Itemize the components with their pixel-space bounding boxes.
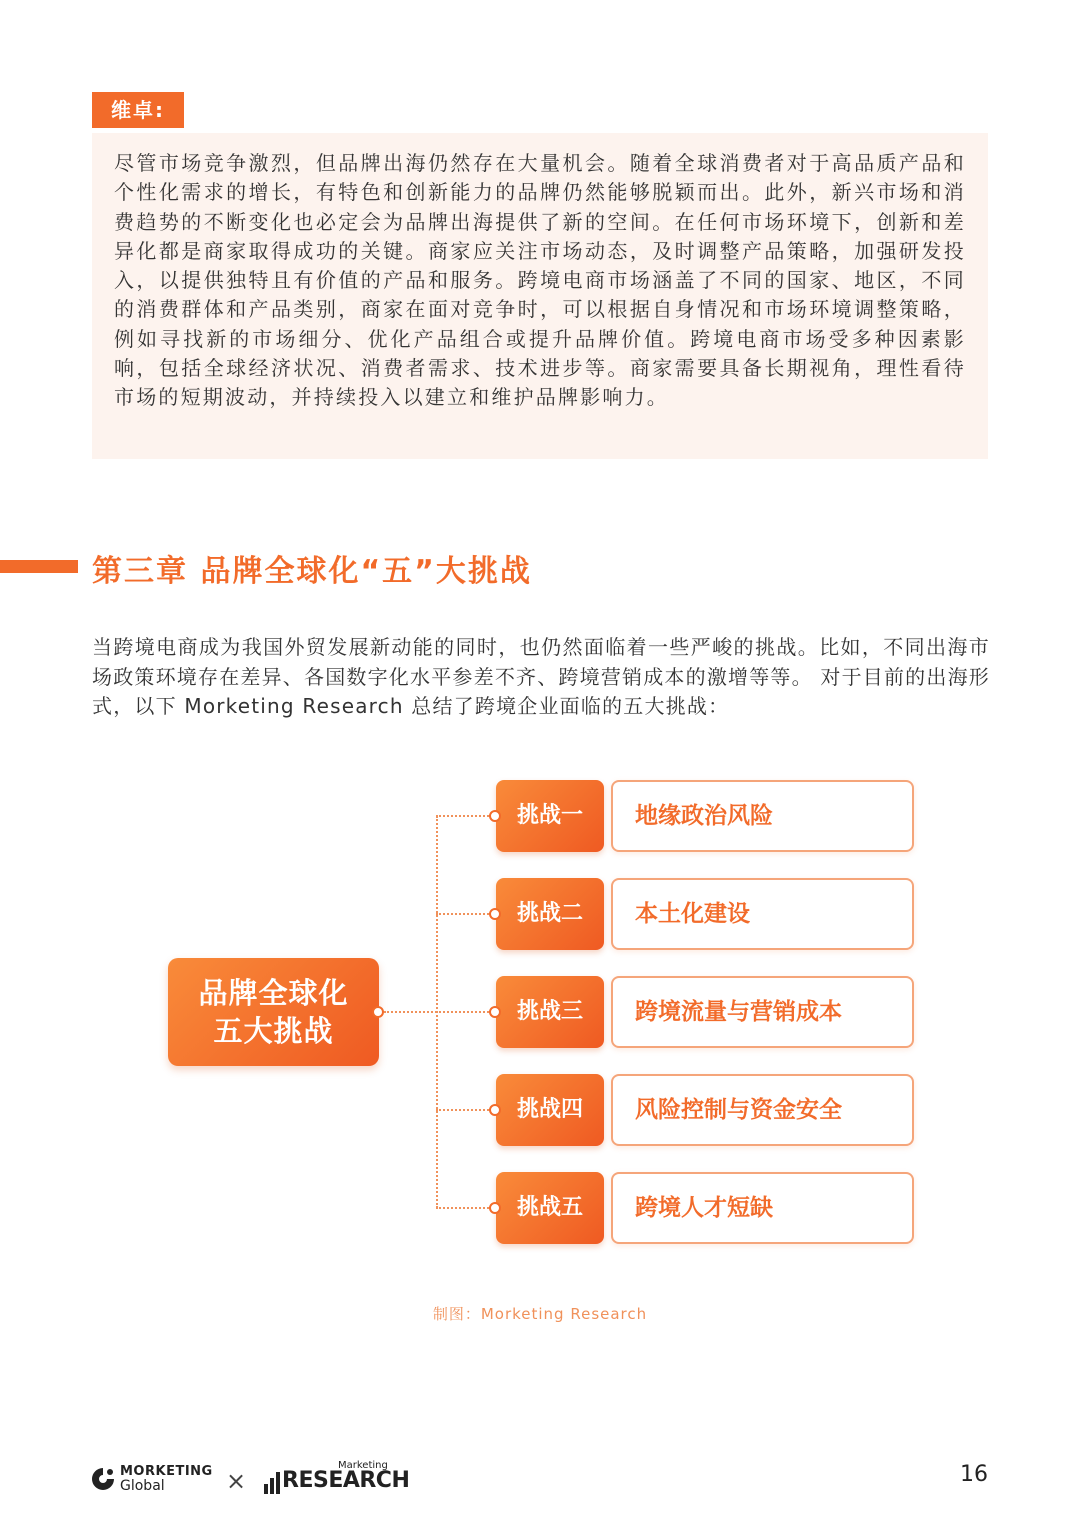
challenge-label: 挑战五 <box>496 1172 604 1244</box>
challenges-diagram <box>0 760 1080 1260</box>
challenge-text: 风险控制与资金安全 <box>611 1074 914 1146</box>
quote-text: 尽管市场竞争激烈，但品牌出海仍然存在大量机会。随着全球消费者对于高品质产品和个性化需求的增长，有特色和创新能力的品牌仍然能够脱颖而出。此外，新兴市场和消费趋势的不断变化也必定会为品牌出海提供了新的空间。在任何市场环境下，创新和差异化都是商家取得成功的关键。商家应关注市场动态，及时调整产品策略，加强研发投入，以提供独特且有价值的产品和服务。跨境电商市场涵盖了不同的国家、地区，不同的消费群体和产品类别，商家在面对竞争时，可以根据自身情况和市场环境调整策略，例如寻找新的市场细分、优化产品组合或提升品牌价值。跨境电商市场受多种因素影响，包括全球经济状况、消费者需求、技术进步等。商家需要具备长期视角，理性看待市场的短期波动，并持续投入以建立和维护品牌影响力。 <box>114 151 966 410</box>
challenge-dot <box>489 810 501 822</box>
challenge-text: 本土化建设 <box>611 878 914 950</box>
challenge-dot <box>489 1006 501 1018</box>
challenge-row-2 <box>0 878 1080 950</box>
chapter-title: 第三章 品牌全球化“五”大挑战 <box>92 554 532 589</box>
challenge-row-1 <box>0 780 1080 852</box>
center-line-2: 五大挑战 <box>213 1014 334 1048</box>
challenge-dot <box>489 908 501 920</box>
challenge-row-4 <box>0 1074 1080 1146</box>
logo1-line2: Global <box>120 1478 165 1494</box>
quote-box <box>92 133 988 459</box>
logo2-big: RESEARCH <box>282 1468 410 1493</box>
morketing-logo-icon <box>90 1466 116 1492</box>
challenge-label: 挑战二 <box>496 878 604 950</box>
page-number: 16 <box>960 1462 988 1487</box>
challenge-dot <box>489 1104 501 1116</box>
times-symbol: × <box>226 1467 247 1495</box>
figure-caption: 制图：Morketing Research <box>432 1305 648 1323</box>
challenge-dot <box>489 1202 501 1214</box>
challenge-row-5 <box>0 1172 1080 1244</box>
research-bars-icon <box>264 1472 282 1494</box>
chapter-accent-bar <box>0 560 78 573</box>
quote-tag: 维卓: <box>92 92 184 128</box>
intro-paragraph: 当跨境电商成为我国外贸发展新动能的同时，也仍然面临着一些严峻的挑战。比如，不同出海市场政策环境存在差异、各国数字化水平参差不齐、跨境营销成本的激增等等。 对于目前的出海形式，以下 Morketing Research 总结了跨境企业面临的五大挑战： <box>92 635 990 718</box>
logo2-small: Marketing <box>338 1460 388 1471</box>
logo1-line1: MORKETING <box>120 1464 213 1479</box>
challenge-label: 挑战三 <box>496 976 604 1048</box>
challenge-label: 挑战一 <box>496 780 604 852</box>
challenge-text: 跨境流量与营销成本 <box>611 976 914 1048</box>
challenge-text: 地缘政治风险 <box>611 780 914 852</box>
challenge-text: 跨境人才短缺 <box>611 1172 914 1244</box>
challenge-label: 挑战四 <box>496 1074 604 1146</box>
challenge-row-3 <box>0 976 1080 1048</box>
center-line-1: 品牌全球化 <box>198 976 349 1010</box>
